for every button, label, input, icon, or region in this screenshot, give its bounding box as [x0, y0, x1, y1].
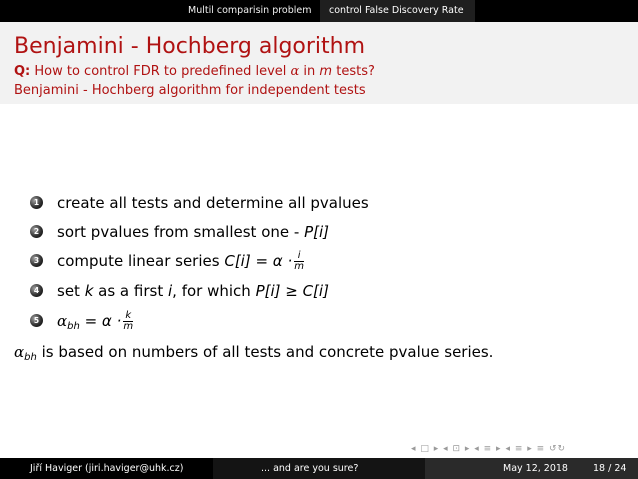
step-text: create all tests and determine all pvalues — [57, 194, 369, 212]
question-text-1: How to control FDR to predefined level — [30, 64, 291, 79]
fraction-numerator: k — [125, 310, 132, 321]
footer-short-title: ... and are you sure? — [261, 463, 359, 474]
footer-bar — [0, 458, 638, 479]
question-label: Q: — [14, 64, 31, 79]
step-number-ball: 1 — [30, 196, 43, 209]
footer-date: May 12, 2018 — [503, 463, 568, 474]
step-text-part: sort pvalues from smallest one - — [57, 223, 305, 241]
question-m: m — [319, 64, 333, 79]
step-text — [57, 310, 133, 338]
footer-page-number: 18 / 24 — [593, 463, 627, 474]
question-alpha: α — [290, 64, 300, 79]
question-text-2: in — [299, 64, 320, 79]
fraction — [294, 251, 304, 272]
fraction-denominator: m — [123, 321, 134, 332]
nav-section-multiple-comparison[interactable]: Multil comparisin problem — [188, 5, 312, 16]
step-text — [57, 280, 329, 302]
footer-author: Jiří Haviger (jiri.haviger@uhk.cz) — [30, 463, 184, 474]
conclusion-sentence: is based on numbers of all tests and concrete pvalue series. — [36, 343, 494, 361]
fraction — [123, 311, 133, 332]
footer-author-box — [0, 458, 213, 479]
conclusion-subscript: bh — [24, 352, 37, 363]
step-text — [57, 250, 304, 272]
step-math: = α · — [79, 312, 122, 330]
conclusion-alpha: α — [14, 343, 25, 361]
step-var-i: i — [167, 282, 173, 300]
step-text-part: as a first — [93, 282, 168, 300]
question-text-3: tests? — [332, 64, 375, 79]
step-text — [57, 221, 329, 243]
frame-title: Benjamini - Hochberg algorithm — [14, 34, 366, 59]
fraction-denominator: m — [294, 261, 304, 272]
step-number-ball: 2 — [30, 225, 43, 238]
section-navigation-bar — [0, 0, 638, 22]
beamer-navigation-icons[interactable]: ◂ □ ▸ ◂ ⊡ ▸ ◂ ≡ ▸ ◂ ≡ ▸ ≡ ↺↻ — [411, 444, 567, 454]
frame-question — [14, 64, 375, 79]
step-math-alpha: α — [57, 312, 68, 330]
step-number-ball: 4 — [30, 284, 43, 297]
step-text-part: , for which — [172, 282, 256, 300]
step-var-k: k — [84, 282, 94, 300]
frame-subtitle: Benjamini - Hochberg algorithm for independent tests — [14, 83, 366, 98]
step-math: P[i] — [304, 223, 329, 241]
footer-date-box — [425, 458, 638, 479]
step-math: P[i] ≥ C[i] — [255, 282, 329, 300]
nav-section-fdr[interactable]: control False Discovery Rate — [329, 5, 464, 16]
step-subscript: bh — [67, 321, 80, 332]
step-math: C[i] = α · — [224, 252, 293, 270]
step-number-ball: 5 — [30, 314, 43, 327]
step-text-part: compute linear series — [57, 252, 225, 270]
step-text-part: set — [57, 282, 85, 300]
footer-title-box — [213, 458, 425, 479]
step-number-ball: 3 — [30, 254, 43, 267]
fraction-numerator: i — [294, 251, 304, 262]
conclusion-text — [14, 343, 493, 363]
